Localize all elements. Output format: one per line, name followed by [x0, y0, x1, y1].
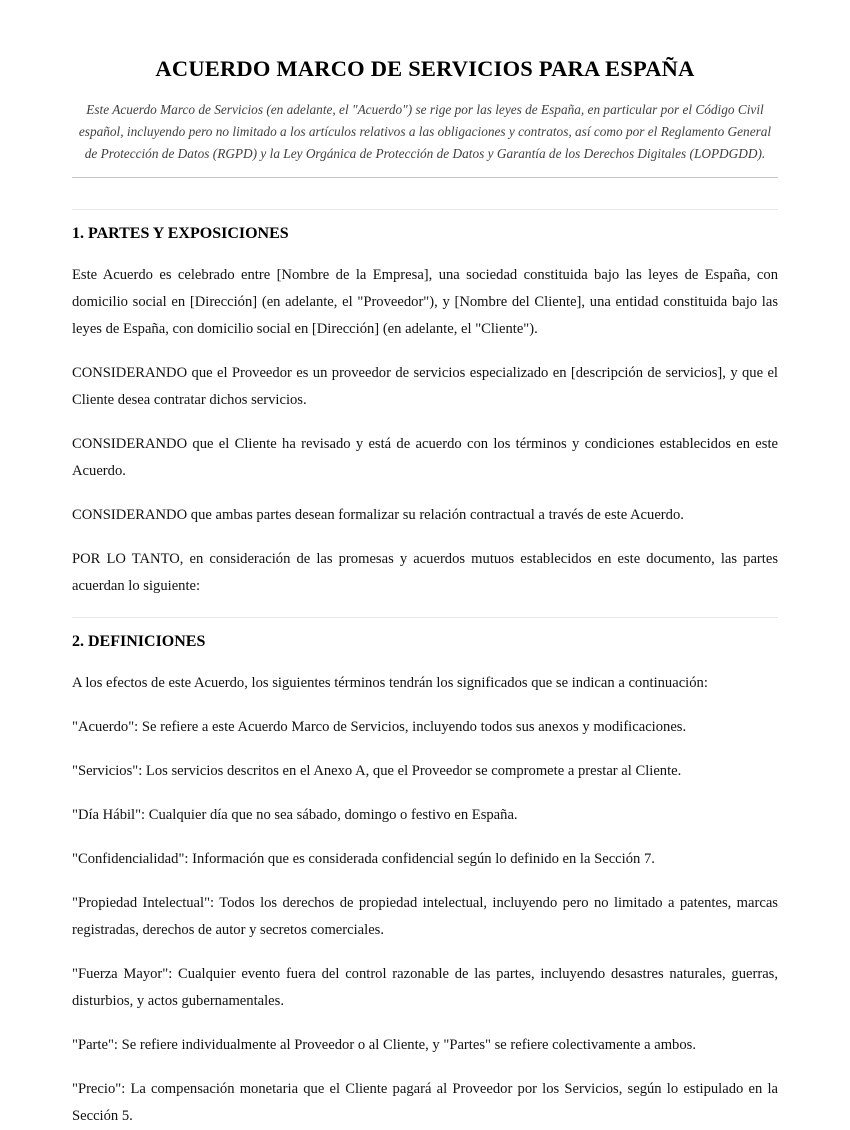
paragraph: CONSIDERANDO que el Cliente ha revisado y está de acuerdo con los términos y condiciones establecidos en este Acuerdo.: [72, 436, 778, 479]
definition-fuerza-mayor: "Fuerza Mayor": Cualquier evento fuera del control razonable de las partes, incluyendo desastres naturales, guerras, disturbios, y actos gubernamentales.: [72, 966, 778, 1009]
preamble-divider: [72, 177, 778, 178]
definition-parte: "Parte": Se refiere individualmente al Proveedor o al Cliente, y "Partes" se refiere colectivamente a ambos.: [72, 1037, 696, 1053]
paragraph: CONSIDERANDO que el Proveedor es un proveedor de servicios especializado en [descripción de servicios], y que el Cliente desea contratar dichos servicios.: [72, 365, 778, 408]
definition-propiedad-intelectual: "Propiedad Intelectual": Todos los derechos de propiedad intelectual, incluyendo pero no limitado a patentes, marcas registradas, derechos de autor y secretos comerciales.: [72, 895, 778, 938]
paragraph: A los efectos de este Acuerdo, los siguientes términos tendrán los significados que se indican a continuación:: [72, 675, 708, 691]
definition-confidencialidad: "Confidencialidad": Información que es considerada confidencial según lo definido en la Sección 7.: [72, 851, 655, 867]
definition-precio: "Precio": La compensación monetaria que el Cliente pagará al Proveedor por los Servicios, según lo estipulado en la Sección 5.: [72, 1081, 778, 1124]
document-preamble: Este Acuerdo Marco de Servicios (en adelante, el "Acuerdo") se rige por las leyes de España, en particular por el Código Civil español, incluyendo pero no limitado a los artículos relativos a las obligaciones y contratos, así como por el Reglamento General de Protección de Datos (RGPD) y la Ley Orgánica de Protección de Datos y Garantía de los Derechos Digitales (LOPDGDD).: [78, 102, 772, 161]
section-definiciones: [72, 617, 778, 1130]
paragraph: CONSIDERANDO que ambas partes desean formalizar su relación contractual a través de este Acuerdo.: [72, 507, 684, 523]
section-1-heading: 1. PARTES Y EXPOSICIONES: [72, 225, 289, 242]
section-divider: [72, 617, 778, 618]
document-title: ACUERDO MARCO DE SERVICIOS PARA ESPAÑA: [155, 56, 695, 81]
section-2-heading: 2. DEFINICIONES: [72, 633, 206, 650]
definition-acuerdo: "Acuerdo": Se refiere a este Acuerdo Marco de Servicios, incluyendo todos sus anexos y modificaciones.: [72, 719, 687, 735]
paragraph: Este Acuerdo es celebrado entre [Nombre de la Empresa], una sociedad constituida bajo las leyes de España, con domicilio social en [Dirección] (en adelante, el "Proveedor"), y [Nombre del Cliente], una entidad constituida bajo las leyes de España, con domicilio social en [Dirección] (en adelante, el "Cliente").: [72, 267, 778, 337]
section-divider: [72, 209, 778, 210]
definition-servicios: "Servicios": Los servicios descritos en el Anexo A, que el Proveedor se compromete a prestar al Cliente.: [72, 763, 682, 779]
section-partes-y-exposiciones: [72, 209, 778, 600]
definition-dia-habil: "Día Hábil": Cualquier día que no sea sábado, domingo o festivo en España.: [72, 807, 518, 823]
paragraph: POR LO TANTO, en consideración de las promesas y acuerdos mutuos establecidos en este documento, las partes acuerdan lo siguiente:: [72, 551, 778, 594]
